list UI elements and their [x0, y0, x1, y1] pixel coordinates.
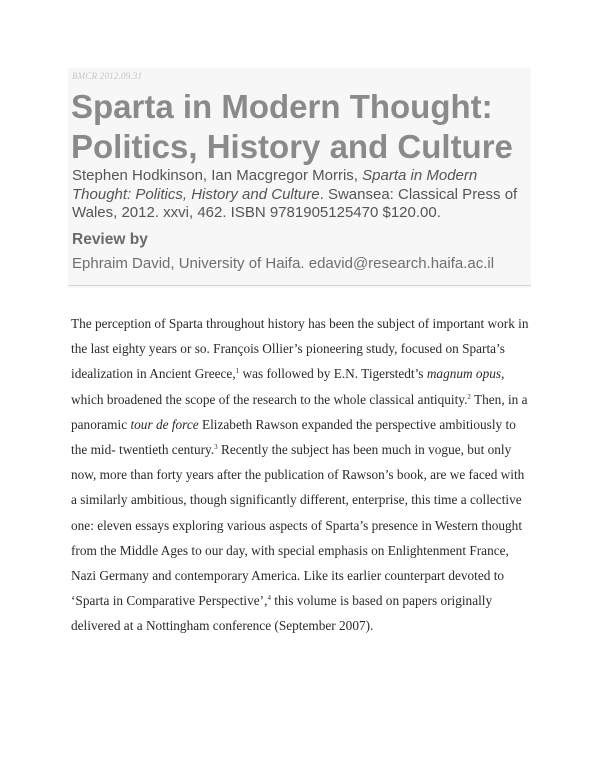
bib-editors: Stephen Hodkinson, Ian Macgregor Morris, [72, 167, 363, 184]
footnote-ref-1[interactable]: 1 [235, 367, 240, 376]
bib-book-title: Sparta in Modern Thought: Politics, History and Culture [72, 167, 478, 203]
body-text-segment: Recently the subject has been much in vogue, but only now, more than forty years after the publication of Rawson’s book, are we faced with a similarly ambitious, though significantly different, enterprise, this time a collective one: eleven essays exploring various aspects of Sparta’s presence in Western thought from the Middle Ages to our day, with special emphasis on Enlightenment France, Nazi Germany and contemporary America. Like its earlier counterpart devoted to ‘Sparta in Comparative Perspective’, [71, 442, 525, 609]
reviewer-info: Ephraim David, University of Haifa. edavid@research.haifa.ac.il [72, 255, 495, 272]
body-text-segment: this volume is based on papers originally delivered at a Nottingham conference (September 2007). [71, 593, 493, 634]
bib-publication: . Swansea: Classical Press of Wales, 2012. xxvi, 462. ISBN 9781905125470 $120.00. [72, 185, 518, 221]
review-body-paragraph [71, 311, 531, 639]
footnote-ref-4[interactable]: 4 [267, 594, 271, 603]
body-text-segment: The perception of Sparta throughout history has been the subject of important work in the last eighty years or so. François Ollier’s pioneering study, focused on Sparta’s idealization in Ancient Greece, [71, 316, 529, 382]
footnote-ref-2[interactable]: 2 [467, 392, 471, 401]
body-text-segment: was followed by E.N. Tigerstedt’s [239, 366, 427, 382]
body-text-segment: Then, in a panoramic [71, 391, 528, 432]
bibliographic-entry [72, 167, 528, 223]
page-title: Sparta in Modern Thought: Politics, History and Culture [71, 88, 513, 165]
divider [68, 285, 531, 286]
italic-term: magnum opus [426, 366, 502, 382]
citation-id: BMCR 2012.09.31 [72, 71, 143, 81]
body-text-segment: , which broadened the scope of the research to the whole classical antiquity. [71, 366, 505, 407]
footnote-ref-3[interactable]: 3 [214, 443, 218, 452]
body-text-segment: Elizabeth Rawson expanded the perspective ambitiously to the mid- twentieth century. [71, 416, 516, 458]
review-by-label: Review by [72, 231, 148, 248]
italic-term: tour de force [130, 416, 199, 432]
